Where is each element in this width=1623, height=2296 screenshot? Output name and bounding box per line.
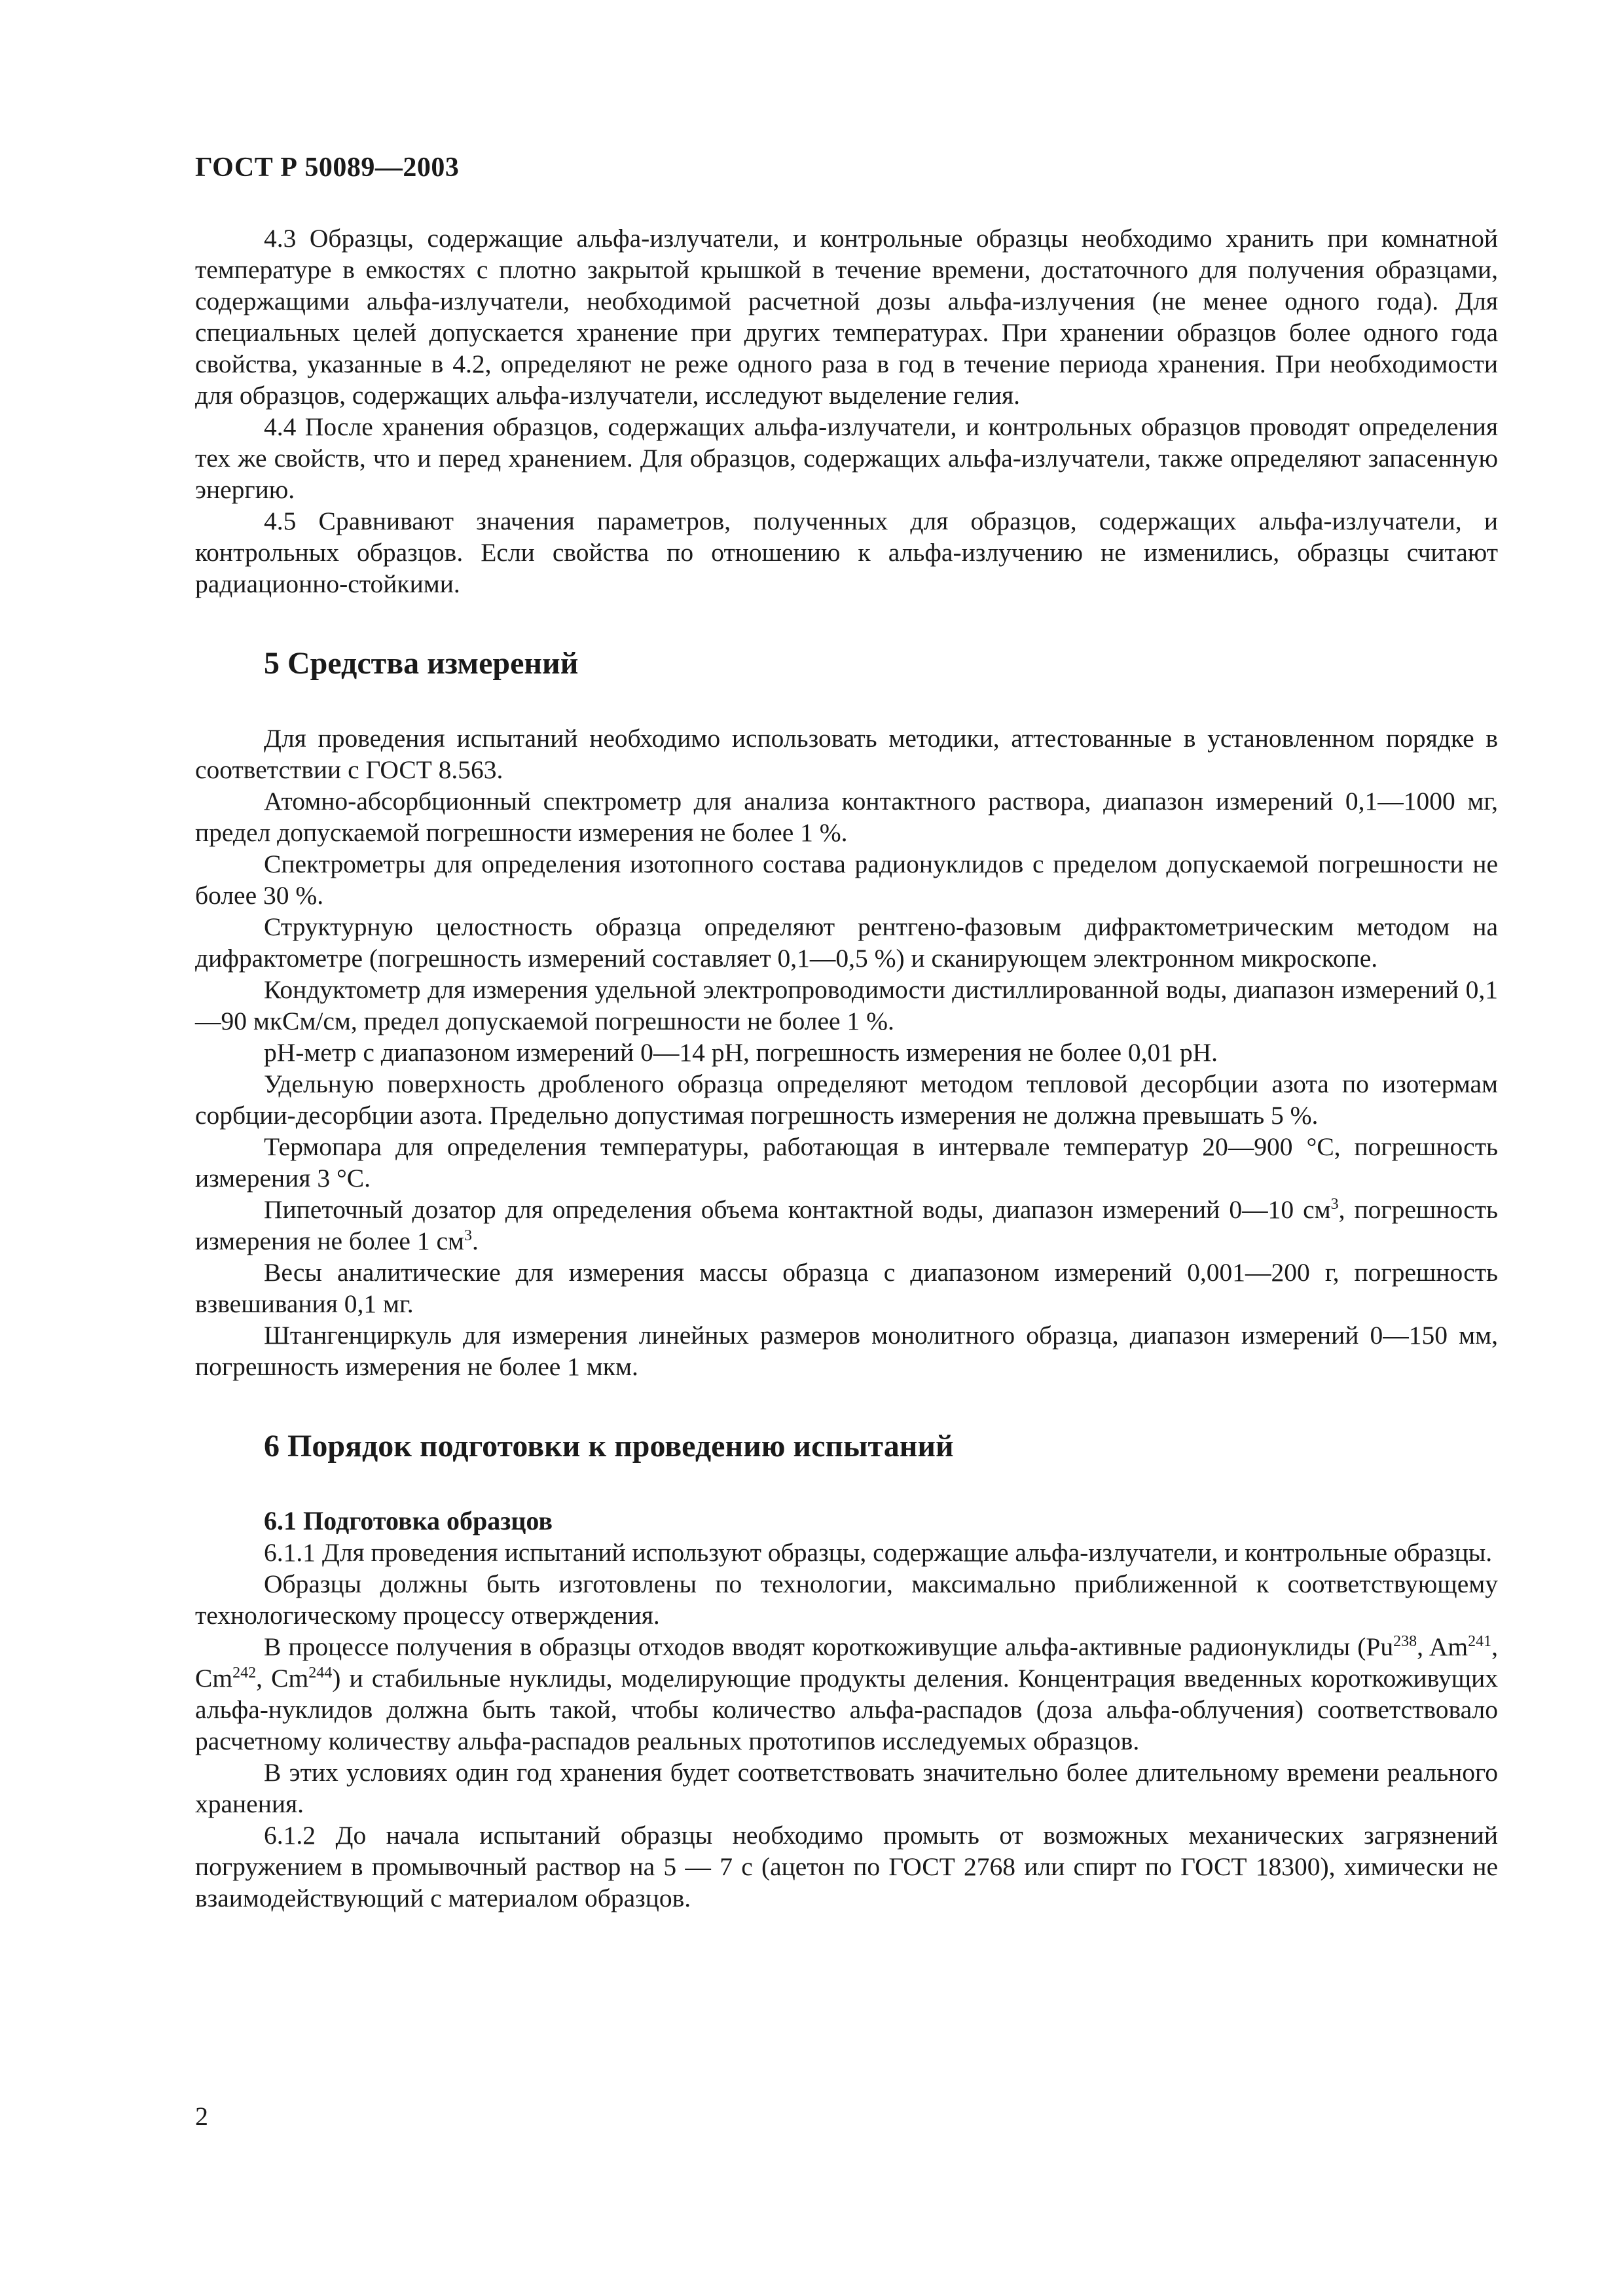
document-header: ГОСТ Р 50089—2003 <box>195 152 460 183</box>
section-5-paragraph: Для проведения испытаний необходимо использовать методики, аттестованные в установленном порядке в соответствии с ГОСТ 8.563. <box>195 724 1498 784</box>
section-6-heading: 6 Порядок подготовки к проведению испытаний <box>264 1429 954 1463</box>
text-run: Пипеточный дозатор для определения объема контактной воды, диапазон измерений 0—10 см <box>264 1195 1331 1224</box>
section-6-paragraph: 6.1.1 Для проведения испытаний используют образцы, содержащие альфа-излучатели, и контрольные образцы. <box>264 1538 1493 1567</box>
section-5-paragraph: Термопара для определения температуры, работающая в интервале температур 20—900 °С, погрешность измерения 3 °С. <box>195 1132 1498 1193</box>
section-6-paragraph: 6.1.2 До начала испытаний образцы необходимо промыть от возможных механических загрязнений погружением в промывочный раствор на 5 — 7 с (ацетон по ГОСТ 2768 или спирт по ГОСТ 18300), химически не взаимодействующий с материалом образцов. <box>195 1821 1498 1912</box>
section-5-paragraph: Атомно-абсорбционный спектрометр для анализа контактного раствора, диапазон измерений 0,1—1000 мг, предел допускаемой погрешности измерения не более 1 %. <box>195 787 1498 847</box>
text-run: В процессе получения в образцы отходов вводят короткоживущие альфа-активные радионуклиды (Pu <box>264 1632 1394 1661</box>
text-run: , Cm <box>256 1664 309 1693</box>
section-6-paragraph: В этих условиях один год хранения будет соответствовать значительно более длительному времени реального хранения. <box>195 1758 1498 1818</box>
text-run: , погрешность измерения не более 1 см <box>195 1195 1499 1255</box>
section-5-paragraph: Весы аналитические для измерения массы образца с диапазоном измерений 0,001—200 г, погрешность взвешивания 0,1 мг. <box>195 1258 1498 1318</box>
section-5-paragraph: Кондуктометр для измерения удельной электропроводимости дистиллированной воды, диапазон измерений 0,1—90 мкСм/см, предел допускаемой погрешности не более 1 %. <box>195 975 1498 1035</box>
text-run: . <box>472 1227 479 1255</box>
section-5-paragraph: Структурную целостность образца определяют рентгено-фазовым дифрактометрическим методом на дифрактометре (погрешность измерений составляет 0,1—0,5 %) и сканирующем электронном микроскопе. <box>195 912 1498 973</box>
subsection-6-1-heading: 6.1 Подготовка образцов <box>264 1506 553 1535</box>
text-run: ) и стабильные нуклиды, моделирующие продукты деления. Концентрация введенных короткоживущих альфа-нуклидов должна быть такой, чтобы количество альфа-распадов (доза альфа-облучения) соответствовало расчетному количеству альфа-распадов реальных прототипов исследуемых образцов. <box>195 1664 1499 1755</box>
paragraph-4-5: 4.5 Сравнивают значения параметров, полученных для образцов, содержащих альфа-излучатели, и контрольных образцов. Если свойства по отношению к альфа-излучению не изменились, образцы считают радиационно-стойкими. <box>195 507 1498 598</box>
section-5-paragraph: Штангенциркуль для измерения линейных размеров монолитного образца, диапазон измерений 0—150 мм, погрешность измерения не более 1 мкм. <box>195 1321 1498 1381</box>
superscript: 3 <box>1330 1195 1339 1213</box>
section-5-paragraph: Спектрометры для определения изотопного состава радионуклидов с пределом допускаемой погрешности не более 30 %. <box>195 850 1498 910</box>
text-run: , Am <box>1417 1632 1468 1661</box>
superscript: 238 <box>1393 1632 1417 1650</box>
paragraph-4-4: 4.4 После хранения образцов, содержащих альфа-излучатели, и контрольных образцов проводят определения тех же свойств, что и перед хранением. Для образцов, содержащих альфа-излучатели, также определяют запасенную энергию. <box>195 412 1498 504</box>
superscript: 241 <box>1468 1632 1492 1650</box>
section-6-paragraph-nuclides <box>195 1631 1498 1757</box>
paragraph-4-3: 4.3 Образцы, содержащие альфа-излучатели, и контрольные образцы необходимо хранить при комнатной температуре в емкостях с плотно закрытой крышкой в течение времени, достаточного для получения образцами, содержащими альфа-излучатели, необходимой расчетной дозы альфа-излучения (не менее одного года). Для специальных целей допускается хранение при других температурах. При хранении образцов более одного года свойства, указанные в 4.2, определяют не реже одного раза в год в течение периода хранения. При необходимости для образцов, содержащих альфа-излучатели, исследуют выделение гелия. <box>195 224 1498 410</box>
superscript: 244 <box>308 1664 333 1681</box>
section-5-heading: 5 Средства измерений <box>264 646 579 681</box>
section-5-paragraph-pipette <box>195 1194 1498 1257</box>
section-5-paragraph: pH-метр с диапазоном измерений 0—14 pH, погрешность измерения не более 0,01 pH. <box>264 1038 1218 1067</box>
superscript: 3 <box>464 1227 472 1244</box>
document-body <box>195 223 1498 1914</box>
section-5-paragraph: Удельную поверхность дробленого образца определяют методом тепловой десорбции азота по изотермам сорбции-десорбции азота. Предельно допустимая погрешность измерения не должна превышать 5 %. <box>195 1069 1498 1130</box>
section-6-paragraph: Образцы должны быть изготовлены по технологии, максимально приближенной к соответствующему технологическому процессу отверждения. <box>195 1570 1498 1630</box>
superscript: 242 <box>232 1664 257 1681</box>
text-run: , Cm <box>195 1632 1499 1693</box>
page-number: 2 <box>195 2102 208 2131</box>
